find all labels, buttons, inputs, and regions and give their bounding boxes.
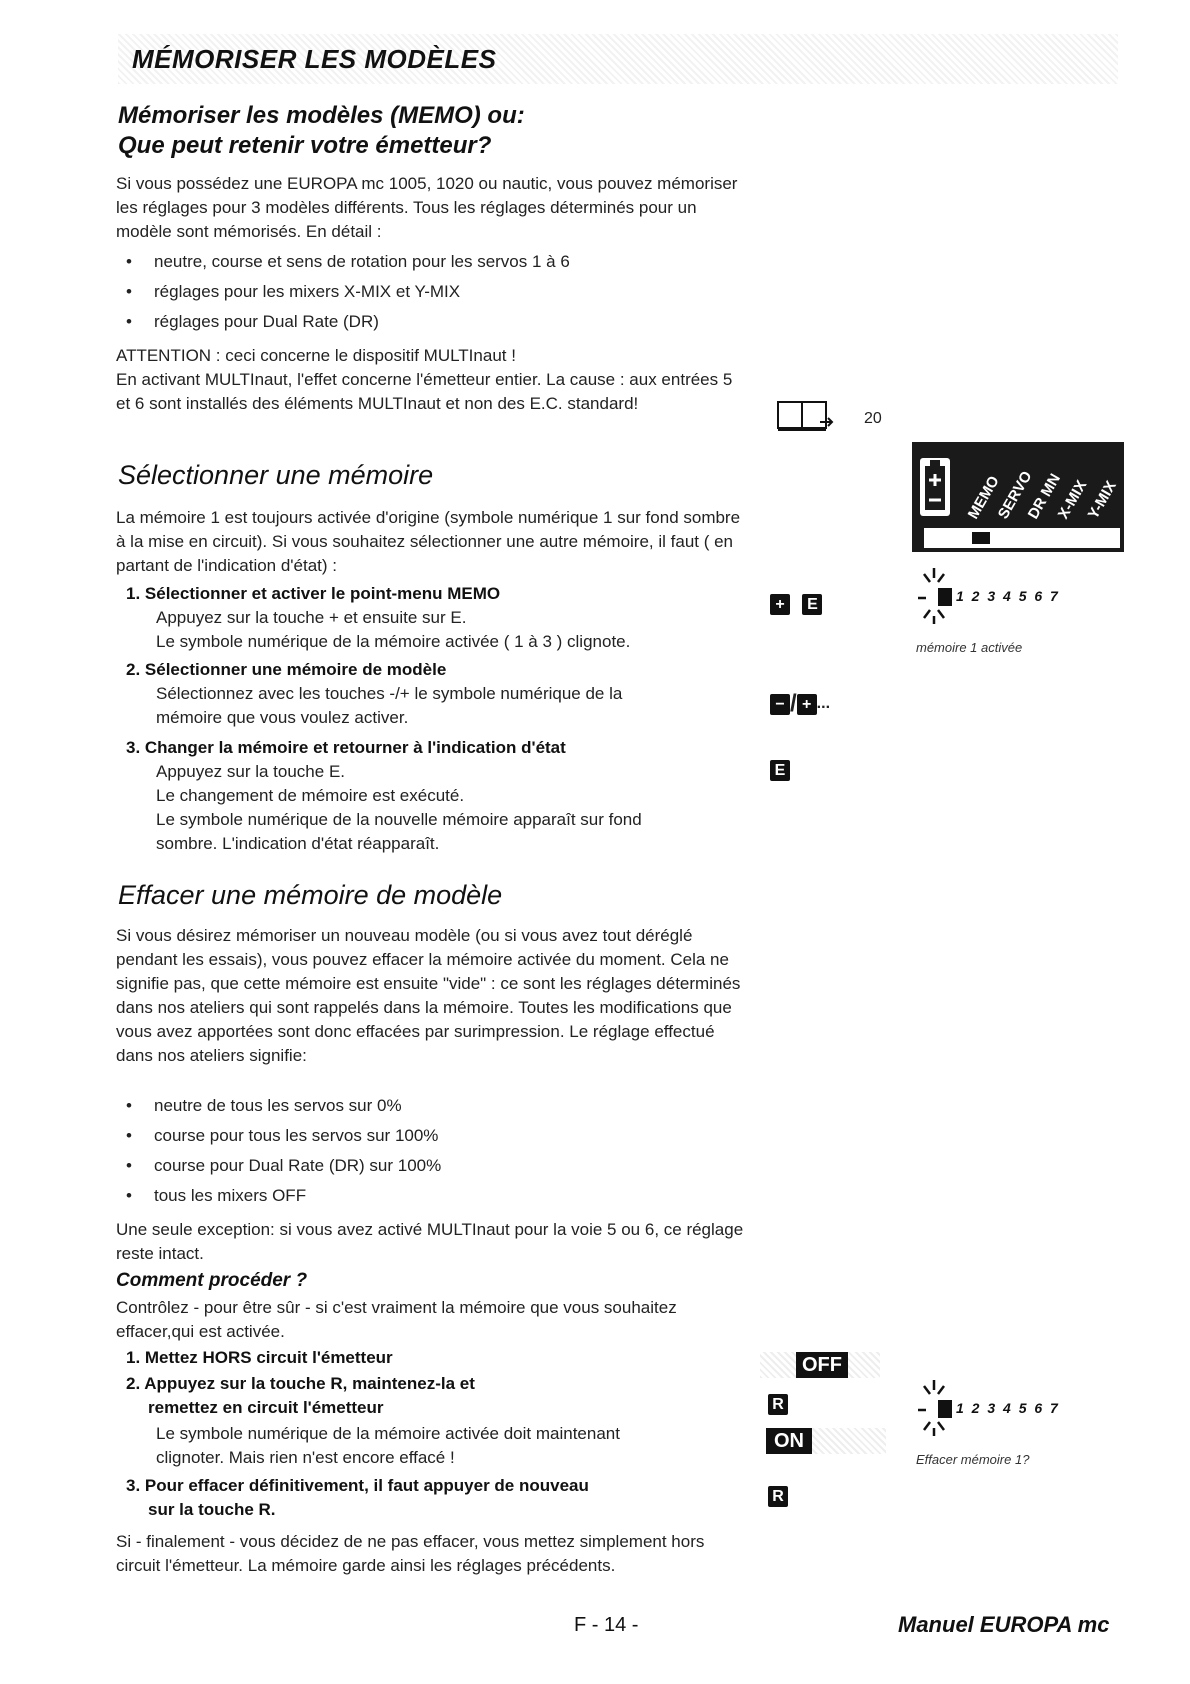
caption-memory-active: mémoire 1 activée <box>916 640 1023 655</box>
off-indicator <box>760 1352 880 1378</box>
minus-plus-keys: − / + ... <box>770 690 830 718</box>
plus-e-keys <box>770 594 822 615</box>
select-intro: La mémoire 1 est toujours activée d'origine (symbole numérique 1 sur fond sombre à la mise en circuit). Si vous souhaitez sélectionner une autre mémoire, il faut ( en partant de l'indication d'état) : <box>116 508 741 575</box>
e-key-icon: E <box>802 594 822 615</box>
active-memory-box <box>938 1400 952 1418</box>
menu-label: X-MIX <box>1054 477 1091 522</box>
select-step-3-line: Le changement de mémoire est exécuté. <box>156 786 465 805</box>
select-step-2-line: mémoire que vous voulez activer. <box>156 708 409 727</box>
select-step-3-title: 3. Changer la mémoire et retourner à l'indication d'état <box>126 738 566 757</box>
list-item: • réglages pour Dual Rate (DR) <box>126 312 379 331</box>
r-key-step2 <box>768 1394 788 1415</box>
list-item: • course pour Dual Rate (DR) sur 100% <box>126 1156 442 1175</box>
page-number: F - 14 - <box>574 1614 639 1636</box>
digit-row: 1 2 3 4 5 6 7 <box>956 1400 1060 1416</box>
erase-intro: Si vous désirez mémoriser un nouveau modèle (ou si vous avez tout déréglé pendant les essais), vous pouvez effacer la mémoire activée du moment. Cela ne signifie pas, que cette mémoire est ensuite "vide" : ce sont les réglages déterminés dans nos ateliers qui sont rappelés dans la mémoire. Toutes les modifications que vous avez apportées sont donc effacées par surimpression. Le réglage effectué dans nos ateliers signifie: <box>116 926 741 1065</box>
list-item: • réglages pour les mixers X-MIX et Y-MIX <box>126 282 461 301</box>
erase-step-2-title: 2. Appuyez sur la touche R, maintenez-la et <box>126 1374 475 1393</box>
closing-text: Si - finalement - vous décidez de ne pas effacer, vous mettez simplement hors circuit l'émetteur. La mémoire garde ainsi les réglages précédents. <box>116 1532 705 1575</box>
erase-step-2-line: clignoter. Mais rien n'est encore effacé ! <box>156 1448 455 1467</box>
menu-label: SERVO <box>994 468 1036 522</box>
erase-step-1-title: 1. Mettez HORS circuit l'émetteur <box>126 1348 393 1367</box>
erase-step-3-title: 3. Pour effacer définitivement, il faut appuyer de nouveau <box>126 1476 589 1495</box>
erase-step-3-title-cont: sur la touche R. <box>148 1500 276 1519</box>
digit-row: 1 2 3 4 5 6 7 <box>956 588 1060 604</box>
attention-label: ATTENTION : ceci concerne le dispositif MULTInaut ! <box>116 346 516 365</box>
menu-label: MEMO <box>964 473 1003 522</box>
main-heading-2: Que peut retenir votre émetteur? <box>118 132 492 159</box>
intro-paragraph: Si vous possédez une EUROPA mc 1005, 1020 ou nautic, vous pouvez mémoriser les réglages pour 3 modèles différents. Tous les réglages déterminés pour un modèle sont mémorisés. En détail : <box>116 174 738 241</box>
section-title-select: Sélectionner une mémoire <box>118 460 434 490</box>
plus-key-icon: + <box>797 694 817 715</box>
ellipsis: ... <box>816 695 831 713</box>
select-step-1-title: 1. Sélectionner et activer le point-menu MEMO <box>126 584 501 603</box>
memory-digits-display-1 <box>916 566 1116 626</box>
active-memory-box <box>938 588 952 606</box>
lcd-menu-labels <box>962 452 1122 524</box>
e-key-step3 <box>770 760 790 781</box>
manual-title: Manuel EUROPA mc <box>898 1612 1110 1637</box>
on-label: ON <box>766 1428 812 1454</box>
battery-icon <box>920 458 950 516</box>
how-text: Contrôlez - pour être sûr - si c'est vraiment la mémoire que vous souhaitez effacer,qui est activée. <box>116 1298 677 1341</box>
list-item: • neutre de tous les servos sur 0% <box>126 1096 402 1115</box>
off-label: OFF <box>796 1352 848 1378</box>
on-indicator <box>766 1428 886 1454</box>
how-title: Comment procéder ? <box>116 1270 308 1291</box>
select-step-1-line: Appuyez sur la touche + et ensuite sur E. <box>156 608 467 627</box>
exception-text: Une seule exception: si vous avez activé MULTInaut pour la voie 5 ou 6, ce réglage reste intact. <box>116 1220 744 1263</box>
select-step-1-line: Le symbole numérique de la mémoire activée ( 1 à 3 ) clignote. <box>156 632 631 651</box>
r-key-step3 <box>768 1486 788 1507</box>
page-title: MÉMORISER LES MODÈLES <box>132 44 497 74</box>
list-item: • course pour tous les servos sur 100% <box>126 1126 439 1145</box>
r-key-icon: R <box>768 1394 788 1415</box>
lcd-cursor-row <box>924 528 1120 548</box>
section-title-erase: Effacer une mémoire de modèle <box>118 880 503 910</box>
r-key-icon: R <box>768 1486 788 1507</box>
memory-digits-display-2 <box>916 1378 1116 1438</box>
list-item: • tous les mixers OFF <box>126 1186 307 1205</box>
book-icon <box>776 398 836 439</box>
menu-label: DR MN <box>1024 470 1065 522</box>
book-reference: 20 <box>864 410 882 427</box>
attention-text: En activant MULTInaut, l'effet concerne l'émetteur entier. La cause : aux entrées 5 et 6 sont installés des éléments MULTInaut et non des E.C. standard! <box>116 370 733 413</box>
minus-key-icon: − <box>770 694 790 715</box>
plus-key-icon: + <box>770 594 790 615</box>
menu-label: Y-MIX <box>1084 478 1120 522</box>
select-step-2-title: 2. Sélectionner une mémoire de modèle <box>126 660 447 679</box>
select-step-3-line: sombre. L'indication d'état réapparaît. <box>156 834 440 853</box>
select-step-3-line: Appuyez sur la touche E. <box>156 762 346 781</box>
erase-step-2-title-cont: remettez en circuit l'émetteur <box>148 1398 384 1417</box>
caption-erase-memory: Effacer mémoire 1? <box>916 1452 1030 1467</box>
erase-step-2-line: Le symbole numérique de la mémoire activée doit maintenant <box>156 1424 620 1443</box>
select-step-3-line: Le symbole numérique de la nouvelle mémoire apparaît sur fond <box>156 810 642 829</box>
e-key-icon: E <box>770 760 790 781</box>
main-heading-1: Mémoriser les modèles (MEMO) ou: <box>118 102 525 129</box>
select-step-2-line: Sélectionnez avec les touches -/+ le symbole numérique de la <box>156 684 623 703</box>
list-item: • neutre, course et sens de rotation pour les servos 1 à 6 <box>126 252 570 271</box>
